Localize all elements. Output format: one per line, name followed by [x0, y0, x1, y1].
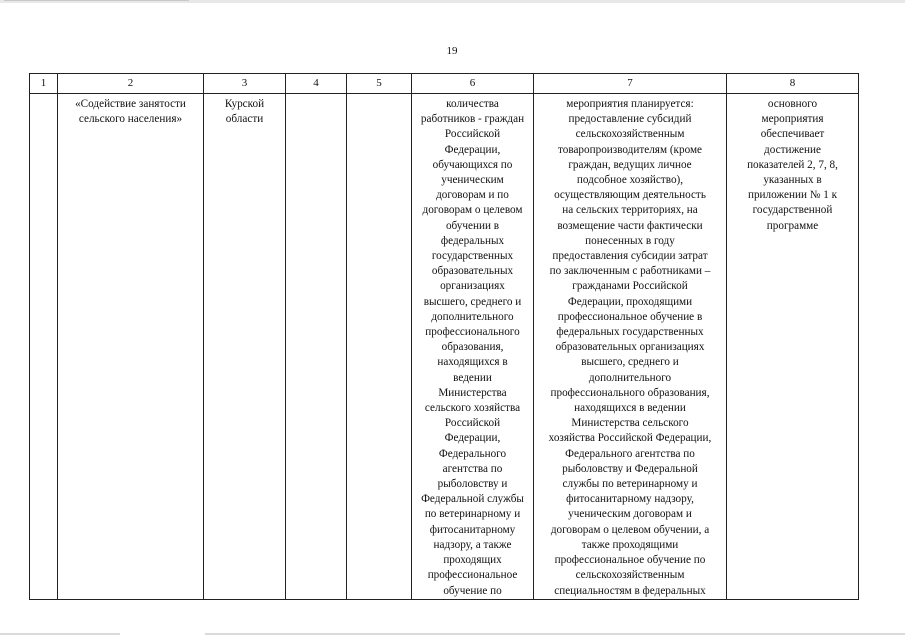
- cell-text-line: предоставление субсидий: [568, 113, 692, 126]
- cell-text-line: дополнительного: [431, 310, 514, 323]
- page-number: 19: [446, 45, 458, 57]
- cell-text-line: договорам о целевом обучении, а: [550, 523, 710, 536]
- cell-text-line: находящихся в: [437, 356, 508, 369]
- cell-col-7: [534, 94, 727, 600]
- cell-text-line: основного: [767, 98, 818, 110]
- cell-text-line: Российской: [444, 417, 501, 430]
- cell-text-line: ученическим: [441, 174, 504, 187]
- cell-text-line: сельского хозяйства: [424, 402, 521, 415]
- cell-text-line: сельскохозяйственным: [575, 128, 685, 141]
- cell-col-2: [58, 94, 204, 600]
- cell-text-line: хозяйства Российской Федерации,: [548, 432, 712, 445]
- cell-text-line: Федерации,: [444, 143, 501, 156]
- cell-text-line: граждан, ведущих личное: [568, 158, 692, 171]
- table-row: [30, 94, 859, 600]
- cell-text-line: понесенных в году: [585, 234, 675, 247]
- cell-text-line: образовательных организациях: [555, 341, 705, 354]
- cell-text-line: проходящих: [443, 554, 502, 567]
- header-row: [30, 74, 859, 94]
- cell-text-line: фитосанитарному: [429, 523, 516, 536]
- cell-text-line: обеспечивает: [760, 128, 825, 141]
- cell-text-line: также проходящими: [581, 538, 679, 551]
- cell-text-line: профессиональное: [427, 569, 518, 582]
- cell-text-line: Министерства: [438, 386, 507, 399]
- cell-text-line: Министерства сельского: [571, 417, 689, 430]
- column-header-8: 8: [727, 74, 859, 94]
- scan-bottom-edge: [0, 630, 905, 640]
- column-header-4: 4: [286, 74, 347, 94]
- cell-text-line: по заключенным с работниками –: [549, 265, 711, 278]
- cell-text-line: надзору, а также: [433, 538, 512, 551]
- cell-text-line: достижение: [764, 143, 821, 156]
- cell-text-line: товаропроизводителям (кроме: [558, 143, 702, 156]
- column-header-7: 7: [534, 74, 727, 94]
- cell-text-line: предоставления субсидии затрат: [552, 250, 708, 263]
- cell-text-line: образовательных: [431, 265, 514, 278]
- scan-top-edge: [0, 0, 905, 3]
- cell-text-line: договорам и по: [436, 189, 509, 202]
- scan-mark: [205, 633, 905, 635]
- cell-text-line: организациях: [440, 280, 505, 293]
- cell-col-4: [286, 94, 347, 600]
- cell-text-line: «Содействие занятости: [75, 98, 186, 110]
- cell-text-line: Курской: [224, 98, 265, 110]
- cell-text-line: количества: [446, 98, 499, 110]
- cell-text-line: профессионального: [425, 326, 520, 339]
- cell-text-line: агентства по: [442, 462, 503, 475]
- cell-text-line: профессиональное обучение в: [557, 310, 703, 323]
- cell-text-line: государственной: [752, 204, 833, 217]
- cell-text-line: мероприятия: [761, 113, 824, 126]
- cell-text-line: образования,: [441, 341, 504, 354]
- column-header-3: 3: [204, 74, 286, 94]
- cell-text-line: высшего, среднего и: [581, 356, 679, 369]
- column-header-5: 5: [347, 74, 412, 94]
- cell-col-1: [30, 94, 58, 600]
- cell-text-line: возмещение части фактически: [557, 219, 703, 232]
- cell-text-line: по ветеринарному и: [424, 508, 521, 521]
- cell-text-line: сельского населения»: [78, 113, 183, 126]
- cell-text-line: Федерации, проходящими: [567, 295, 693, 308]
- cell-text-line: Федеральной службы: [421, 493, 524, 506]
- cell-text-line: подсобное хозяйство),: [576, 174, 684, 187]
- column-header-6: 6: [412, 74, 534, 94]
- cell-text-line: службы по ветеринарному и: [562, 478, 698, 491]
- cell-text-line: мероприятия планируется:: [566, 98, 694, 110]
- cell-text-line: ведении: [453, 371, 492, 384]
- cell-text-line: на сельских территориях, на: [562, 204, 698, 217]
- cell-text-line: гражданами Российской: [572, 280, 688, 293]
- cell-text-line: осуществляющим деятельность: [554, 189, 706, 202]
- cell-text-line: Федерального: [438, 447, 507, 460]
- cell-text-line: специальностям в федеральных: [554, 584, 706, 597]
- cell-text-line: государственных: [431, 250, 514, 263]
- cell-text-line: фитосанитарному надзору,: [566, 493, 694, 506]
- cell-text-line: Федерального агентства по: [565, 447, 695, 460]
- cell-text-line: обучение по: [443, 584, 502, 597]
- cell-text-line: рыболовству и Федеральной: [562, 462, 698, 475]
- cell-text-line: рыболовству и: [437, 478, 508, 491]
- cell-text-line: профессионального образования,: [550, 386, 710, 399]
- cell-text-line: показателей 2, 7, 8,: [747, 158, 838, 171]
- cell-col-3: [204, 94, 286, 600]
- cell-text-line: приложении № 1 к: [747, 189, 838, 202]
- cell-text-line: дополнительного: [588, 371, 672, 384]
- cell-text-line: находящихся в ведении: [574, 402, 686, 415]
- cell-text-line: работников - граждан: [420, 113, 525, 126]
- cell-text-line: обучающихся по: [432, 158, 513, 171]
- column-header-1: 1: [30, 74, 58, 94]
- column-header-2: 2: [58, 74, 204, 94]
- cell-col-5: [347, 94, 412, 600]
- cell-col-6: [412, 94, 534, 600]
- cell-text-line: программе: [766, 219, 819, 232]
- cell-text-line: обучении в: [445, 219, 500, 232]
- cell-text-line: области: [225, 113, 264, 126]
- cell-text-line: договорам о целевом: [422, 204, 523, 217]
- scan-mark: [0, 633, 120, 635]
- measures-table: [29, 73, 859, 600]
- cell-text-line: профессиональное обучение по: [554, 554, 706, 567]
- cell-text-line: указанных в: [763, 174, 822, 187]
- cell-text-line: сельскохозяйственным: [575, 569, 685, 582]
- cell-text-line: Российской: [444, 128, 501, 141]
- cell-text-line: ученическим договорам и: [568, 508, 692, 521]
- cell-text-line: федеральных: [440, 234, 505, 247]
- cell-text-line: Федерации,: [444, 432, 501, 445]
- cell-text-line: федеральных государственных: [556, 326, 704, 339]
- cell-text-line: высшего, среднего и: [423, 295, 522, 308]
- cell-col-8: [727, 94, 859, 600]
